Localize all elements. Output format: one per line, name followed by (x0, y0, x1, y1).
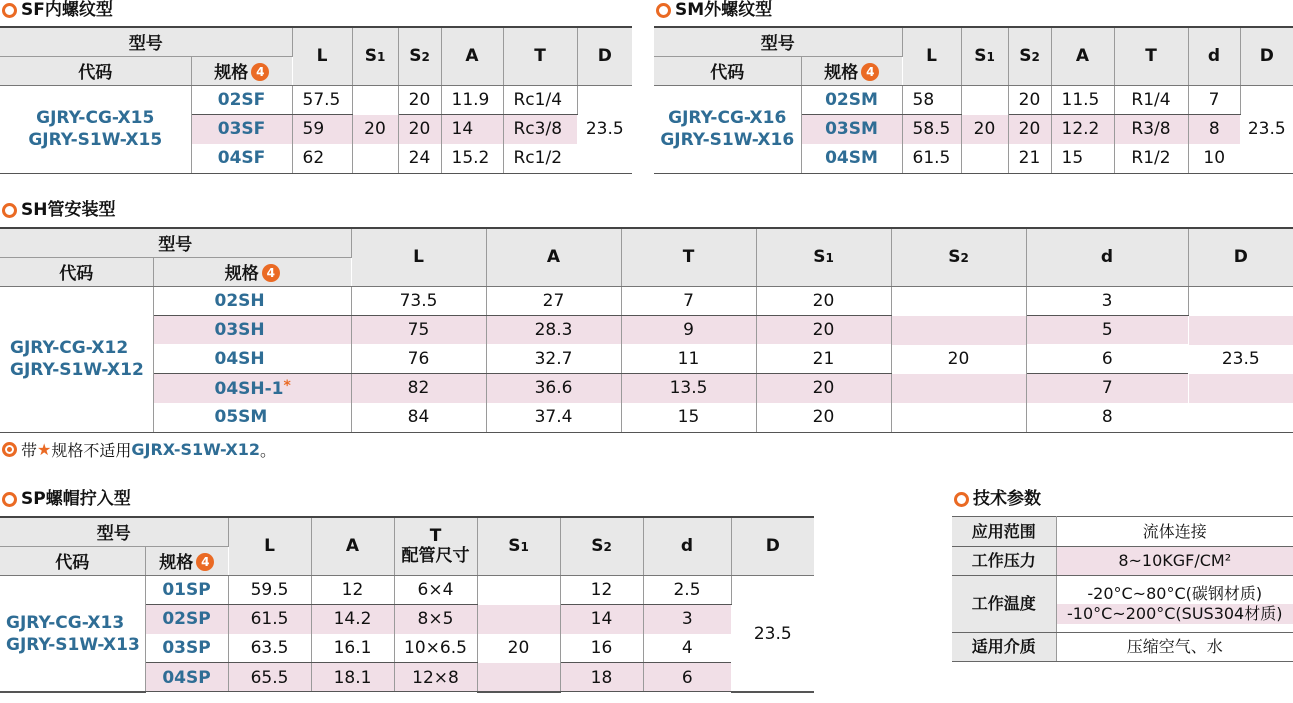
L-cell: 73.5 (351, 286, 486, 315)
L-cell: 59 (292, 114, 352, 143)
col-S2-header: S2 (891, 228, 1026, 286)
spec-cell: 05SM (153, 403, 351, 432)
S2-cell: 14 (560, 604, 643, 633)
d-cell: 5 (1026, 315, 1188, 344)
spec-cell: 02SM (801, 85, 902, 114)
spec-cell: 03SF (191, 114, 292, 143)
d-cell: 3 (1026, 286, 1188, 315)
model-header: 型号 (0, 228, 351, 257)
code-header: 代码 (0, 546, 145, 575)
sm-table (654, 26, 1293, 174)
param-key: 工作压力 (952, 547, 1056, 576)
A-cell: 36.6 (486, 374, 621, 403)
D-merged-cell: 23.5 (731, 575, 814, 692)
S1-cell: 21 (756, 344, 891, 373)
S1-cell: 20 (756, 403, 891, 432)
S2-cell: 24 (398, 144, 441, 173)
star-mark: * (283, 377, 291, 394)
L-cell: 58.5 (902, 114, 961, 143)
col-S2-header: S2 (398, 27, 441, 85)
col-S1-header: S1 (352, 27, 398, 85)
spec-cell: 03SH (153, 315, 351, 344)
A-cell: 32.7 (486, 344, 621, 373)
circle-bullet-icon (954, 492, 969, 507)
col-S2-header: S2 (1008, 27, 1051, 85)
spec-cell: 04SH-1* (153, 374, 351, 403)
A-cell: 18.1 (311, 663, 394, 692)
spec-cell: 02SH (153, 286, 351, 315)
col-L-header: L (228, 517, 311, 575)
sp-table-bottom-rule (0, 691, 814, 692)
col-d-header: d (1026, 228, 1188, 286)
T-cell: Rc3/8 (503, 114, 577, 143)
d-cell: 10 (1188, 144, 1240, 173)
model-header: 型号 (0, 27, 292, 56)
spec-cell: 02SF (191, 85, 292, 114)
T-cell: 13.5 (621, 374, 756, 403)
d-cell: 4 (643, 634, 731, 663)
S2-cell: 20 (398, 114, 441, 143)
circle-bullet-icon (2, 492, 17, 507)
spec-cell: 03SM (801, 114, 902, 143)
col-S2-header: S2 (560, 517, 643, 575)
spec-cell: 04SM (801, 144, 902, 173)
col-D-header: D (1240, 27, 1293, 85)
sp-table (0, 516, 814, 693)
number-4-badge-icon: 4 (196, 553, 214, 571)
col-L-header: L (902, 27, 961, 85)
circle-bullet-icon (2, 203, 17, 218)
star-icon: ★ (37, 440, 52, 459)
T-cell: R1/4 (1114, 85, 1188, 114)
sp-section-title: SP螺帽拧入型 (2, 489, 131, 509)
col-A-header: A (1051, 27, 1114, 85)
T-cell: Rc1/2 (503, 144, 577, 173)
S2-cell: 21 (1008, 144, 1051, 173)
col-A-header: A (441, 27, 503, 85)
spec-header: 规格 4 (145, 546, 228, 575)
A-cell: 15.2 (441, 144, 503, 173)
sf-table (0, 26, 632, 174)
col-d-header: d (643, 517, 731, 575)
d-cell: 6 (1026, 344, 1188, 373)
d-cell: 8 (1026, 403, 1188, 432)
col-D-header: D (731, 517, 814, 575)
A-cell: 14.2 (311, 604, 394, 633)
param-value: 流体连接 (1056, 517, 1293, 547)
D-merged-cell: 23.5 (1240, 85, 1293, 173)
circle-bullet-icon (656, 3, 671, 18)
A-cell: 16.1 (311, 634, 394, 663)
spec-cell: 03SP (145, 634, 228, 663)
d-cell: 3 (643, 604, 731, 633)
col-T-header: T (503, 27, 577, 85)
sh-section-title: SH管安装型 (2, 200, 115, 220)
col-S1-header: S1 (961, 27, 1008, 85)
d-cell: 7 (1188, 85, 1240, 114)
L-cell: 65.5 (228, 663, 311, 692)
T-cell: R1/2 (1114, 144, 1188, 173)
T-cell: 15 (621, 403, 756, 432)
S2-cell: 12 (560, 575, 643, 604)
sm-section-title: SM外螺纹型 (656, 0, 772, 20)
L-cell: 57.5 (292, 85, 352, 114)
L-cell: 61.5 (228, 604, 311, 633)
model-header: 型号 (0, 517, 228, 546)
number-4-badge-icon: 4 (251, 63, 269, 81)
L-cell: 59.5 (228, 575, 311, 604)
param-value: -20°C~80°C(碳钢材质) -10°C~200°C(SUS304材质) (1056, 576, 1293, 633)
A-cell: 15 (1051, 144, 1114, 173)
spec-cell: 04SF (191, 144, 292, 173)
A-cell: 11.5 (1051, 85, 1114, 114)
d-cell: 8 (1188, 114, 1240, 143)
number-4-badge-icon: 4 (861, 63, 879, 81)
param-value: 8~10KGF/CM² (1056, 547, 1293, 576)
col-A-header: A (486, 228, 621, 286)
spec-header: 规格 4 (153, 257, 351, 286)
d-cell: 6 (643, 663, 731, 692)
spec-header: 规格 4 (801, 56, 902, 85)
S2-merged-cell: 20 (891, 286, 1026, 432)
col-S1-header: S1 (477, 517, 560, 575)
A-cell: 11.9 (441, 85, 503, 114)
col-L-header: L (292, 27, 352, 85)
param-value: 压缩空气、水 (1056, 633, 1293, 662)
col-D-header: D (1188, 228, 1293, 286)
col-d-header: d (1188, 27, 1240, 85)
d-cell: 2.5 (643, 575, 731, 604)
S2-cell: 20 (1008, 114, 1051, 143)
params-table (952, 516, 1293, 662)
param-key: 应用范围 (952, 517, 1056, 547)
S1-merged-cell: 20 (352, 85, 398, 173)
L-cell: 62 (292, 144, 352, 173)
S1-merged-cell: 20 (477, 575, 560, 692)
col-T-header: T (1114, 27, 1188, 85)
col-L-header: L (351, 228, 486, 286)
L-cell: 75 (351, 315, 486, 344)
S2-cell: 16 (560, 634, 643, 663)
code-header: 代码 (0, 257, 153, 286)
col-S1-header: S1 (756, 228, 891, 286)
col-T-header: T (621, 228, 756, 286)
S2-cell: 18 (560, 663, 643, 692)
T-cell: 9 (621, 315, 756, 344)
circle-bullet-icon (2, 3, 17, 18)
S2-cell: 20 (1008, 85, 1051, 114)
sh-table (0, 227, 1293, 433)
code-header: 代码 (0, 56, 191, 85)
T-cell: 12×8 (394, 663, 477, 692)
A-cell: 12.2 (1051, 114, 1114, 143)
T-cell: 6×4 (394, 575, 477, 604)
T-cell: Rc1/4 (503, 85, 577, 114)
L-cell: 61.5 (902, 144, 961, 173)
sf-section-title: SF内螺纹型 (2, 0, 113, 20)
model-header: 型号 (654, 27, 902, 56)
code-cell: GJRY-CG-X16 GJRY-S1W-X16 (654, 85, 801, 173)
col-T-header: T 配管尺寸 (394, 517, 477, 575)
L-cell: 63.5 (228, 634, 311, 663)
spec-cell: 04SH (153, 344, 351, 373)
col-D-header: D (577, 27, 632, 85)
L-cell: 58 (902, 85, 961, 114)
col-A-header: A (311, 517, 394, 575)
code-header: 代码 (654, 56, 801, 85)
S1-merged-cell: 20 (961, 85, 1008, 173)
T-cell: 8×5 (394, 604, 477, 633)
code-cell: GJRY-CG-X15 GJRY-S1W-X15 (0, 85, 191, 173)
sh-footnote: 带 ★ 规格不适用 GJRX-S1W-X12 。 (2, 438, 276, 461)
L-cell: 76 (351, 344, 486, 373)
spec-cell: 02SP (145, 604, 228, 633)
A-cell: 37.4 (486, 403, 621, 432)
T-cell: R3/8 (1114, 114, 1188, 143)
T-cell: 11 (621, 344, 756, 373)
code-cell: GJRY-CG-X13 GJRY-S1W-X13 (0, 575, 145, 692)
D-merged-cell: 23.5 (577, 85, 632, 173)
spec-header: 规格 4 (191, 56, 292, 85)
A-cell: 14 (441, 114, 503, 143)
param-key: 工作温度 (952, 576, 1056, 633)
L-cell: 84 (351, 403, 486, 432)
target-bullet-icon (2, 442, 17, 457)
spec-cell: 01SP (145, 575, 228, 604)
code-cell: GJRY-CG-X12 GJRY-S1W-X12 (0, 286, 153, 432)
T-cell: 10×6.5 (394, 634, 477, 663)
spec-cell: 04SP (145, 663, 228, 692)
S2-cell: 20 (398, 85, 441, 114)
A-cell: 12 (311, 575, 394, 604)
A-cell: 27 (486, 286, 621, 315)
A-cell: 28.3 (486, 315, 621, 344)
S1-cell: 20 (756, 374, 891, 403)
S1-cell: 20 (756, 286, 891, 315)
number-4-badge-icon: 4 (262, 264, 280, 282)
params-section-title: 技术参数 (954, 489, 1041, 509)
T-cell: 7 (621, 286, 756, 315)
D-merged-cell: 23.5 (1188, 286, 1293, 432)
S1-cell: 20 (756, 315, 891, 344)
d-cell: 7 (1026, 374, 1188, 403)
param-key: 适用介质 (952, 633, 1056, 662)
L-cell: 82 (351, 374, 486, 403)
